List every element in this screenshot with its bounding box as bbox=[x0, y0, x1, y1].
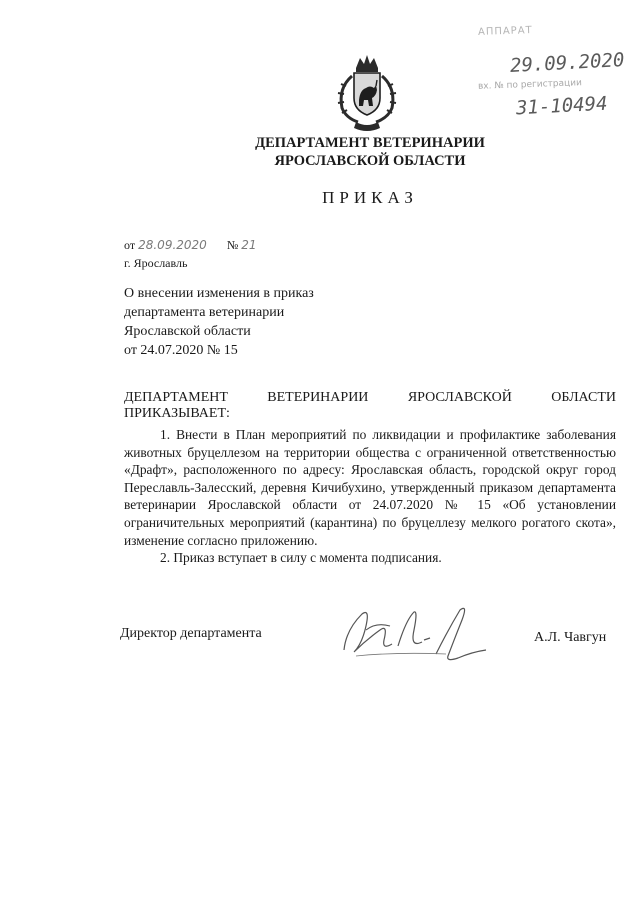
number-label: № bbox=[226, 238, 239, 252]
coat-of-arms-icon bbox=[332, 52, 402, 132]
order-paragraph-1: 1. Внести в План мероприятий по ликвидации и профилактике заболевания животных бруцеллезом на территории общества с ограниченной ответственностью «Драфт», расположенного по адресу: Ярославская область, городской округ город Переславль-Залесский, деревня Кичибухино, утвержденный приказом департамента ветеринарии Ярославской области от 24.07.2020 № 15 «Об установлении ограничительных мероприятий (карантина) по бруцеллезу мелкого рогатого скота», изменение согласно приложению. bbox=[124, 427, 616, 548]
subject-line: департамента ветеринарии bbox=[124, 305, 285, 320]
department-title bbox=[200, 134, 540, 170]
registration-stamp-header: АППАРАТ bbox=[477, 25, 533, 38]
decree-heading-word: ОБЛАСТИ bbox=[551, 390, 616, 405]
order-paragraph-2: 2. Приказ вступает в силу с момента подписания. bbox=[160, 550, 442, 566]
subject-line: от 24.07.2020 № 15 bbox=[124, 343, 238, 358]
document-type: ПРИКАЗ bbox=[322, 188, 418, 207]
signatory-title: Директор департамента bbox=[120, 626, 262, 641]
decree-heading-word: ДЕПАРТАМЕНТ bbox=[124, 390, 228, 405]
department-title-line2: ЯРОСЛАВСКОЙ ОБЛАСТИ bbox=[274, 153, 466, 169]
decree-heading-word: ЯРОСЛАВСКОЙ bbox=[407, 390, 512, 405]
subject-line: Ярославской области bbox=[124, 324, 251, 339]
from-label: от bbox=[124, 238, 136, 252]
order-date-line bbox=[124, 238, 257, 253]
registration-stamp-date: 29.09.2020 bbox=[509, 49, 625, 77]
handwritten-signature bbox=[336, 600, 504, 668]
order-subject bbox=[124, 284, 314, 360]
registration-stamp-number: 31-10494 bbox=[515, 92, 609, 120]
decree-heading-word: ПРИКАЗЫВАЕТ: bbox=[124, 406, 230, 421]
subject-line: О внесении изменения в приказ bbox=[124, 286, 314, 301]
department-title-line1: ДЕПАРТАМЕНТ ВЕТЕРИНАРИИ bbox=[255, 135, 485, 151]
order-city: г. Ярославль bbox=[124, 256, 188, 270]
order-number: 21 bbox=[241, 238, 257, 252]
signatory-name: А.Л. Чавгун bbox=[534, 630, 607, 645]
order-date: 28.09.2020 bbox=[138, 238, 207, 252]
order-body bbox=[124, 426, 616, 567]
decree-heading-word: ВЕТЕРИНАРИИ bbox=[267, 390, 369, 405]
registration-stamp-label: вх. № по регистрации bbox=[477, 78, 583, 92]
decree-heading bbox=[124, 390, 616, 422]
